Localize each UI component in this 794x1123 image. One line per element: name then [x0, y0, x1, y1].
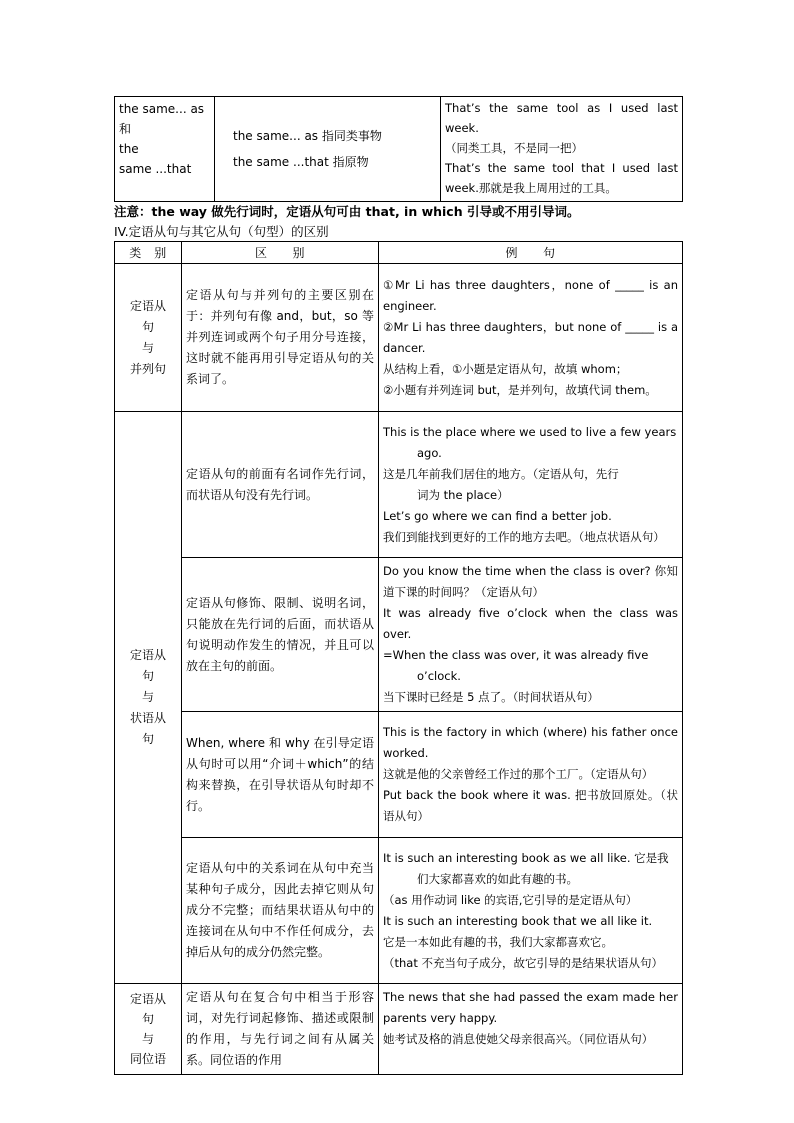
example-cell	[379, 838, 683, 984]
example-line: This is the place where we used to live a few years	[383, 424, 677, 439]
comparison-table	[114, 241, 683, 1075]
term-line: same ...that	[119, 162, 192, 176]
difference-cell: 定语从句与并列句的主要区别在于：并列句有像 and，but，so 等并列连词或两个句子用分号连接，这时就不能再用引导定语从句的关系词了。	[182, 264, 379, 412]
category-cell	[115, 412, 182, 984]
header-example: 例 句	[379, 242, 683, 264]
table-row	[115, 264, 683, 412]
example-line: This is the factory in which (where) his father once worked.	[383, 725, 678, 760]
category-line: 同位语	[129, 1052, 166, 1066]
example-line: 词为 the place）	[417, 487, 509, 502]
example-line: ②Mr Li has three daughters，but none of _____ is a dancer.	[383, 319, 678, 355]
table-row	[115, 838, 683, 984]
example-line: It is such an interesting book as we all like. 它是我	[383, 850, 669, 865]
term-line: the same... as	[119, 102, 205, 116]
example-line: Put back the book where it was. 把书放回原处。（状语从句）	[383, 788, 678, 823]
usage-line: the same ...that 指原物	[233, 155, 369, 169]
example-line: 当下课时已经是 5 点了。（时间状语从句）	[383, 690, 599, 704]
usage-line: the same... as 指同类事物	[233, 129, 382, 143]
example-cell	[379, 984, 683, 1075]
example-line: 这是几年前我们居住的地方。（定语从句，先行	[383, 466, 619, 481]
example-line: That’s the same tool that I used last week.那就是我上周用过的工具。	[445, 161, 678, 195]
example-line: 从结构上看，①小题是定语从句，故填 whom；	[383, 361, 628, 376]
example-line: 我们到能找到更好的工作的地方去吧。（地点状语从句）	[383, 529, 665, 544]
header-category: 类 别	[115, 242, 182, 264]
term-cell	[115, 97, 215, 202]
example-line: ①Mr Li has three daughters，none of _____ is an engineer.	[383, 277, 678, 313]
category-line: 与	[141, 690, 154, 704]
term-line: the	[119, 142, 139, 156]
example-line: ago.	[417, 445, 442, 460]
category-line: 句	[141, 732, 154, 746]
header-row	[115, 242, 683, 264]
example-line: It is such an interesting book that we all like it.	[383, 913, 653, 928]
category-line: 句	[141, 1012, 154, 1026]
example-line: Do you know the time when the class is over? 你知道下课的时间吗？（定语从句）	[383, 564, 678, 599]
example-line: =When the class was over, it was already five	[383, 648, 649, 662]
category-line: 句	[141, 319, 154, 334]
category-cell	[115, 264, 182, 412]
category-line: 与	[141, 340, 154, 355]
example-line: That’s the same tool as I used last week.	[445, 101, 678, 135]
difference-cell: When, where 和 why 在引导定语从句时可以用“介词＋which”的结构来替换，在引导状语从句时却不行。	[182, 712, 379, 838]
category-line: 定语从	[129, 648, 166, 662]
table-row	[115, 558, 683, 712]
example-line: 这就是他的父亲曾经工作过的那个工厂。（定语从句）	[383, 767, 654, 781]
category-line: 定语从	[129, 298, 166, 313]
example-line: It was already five o’clock when the class was over.	[383, 606, 678, 641]
category-line: 句	[141, 669, 154, 683]
category-cell	[115, 984, 182, 1075]
table-row	[115, 984, 683, 1075]
category-line: 并列句	[129, 361, 166, 376]
category-line: 定语从	[129, 992, 166, 1006]
example-line: ②小题有并列连词 but，是并列句，故填代词 them。	[383, 382, 657, 397]
term-line: 和	[119, 122, 132, 136]
note-text: 注意：the way 做先行词时，定语从句可由 that, in which 引导或不用引导词。	[114, 204, 580, 219]
example-line: The news that she had passed the exam made her parents very happy.	[383, 990, 678, 1025]
example-cell	[379, 264, 683, 412]
usage-cell	[215, 97, 441, 202]
table-row	[115, 412, 683, 558]
example-line: o’clock.	[417, 669, 461, 683]
example-line: Let’s go where we can find a better job.	[383, 508, 612, 523]
section-title: IV.定语从句与其它从句（句型）的区别	[114, 224, 329, 239]
example-line: （that 不充当句子成分，故它引导的是结果状语从句）	[383, 955, 664, 970]
example-cell	[379, 558, 683, 712]
example-line: 她考试及格的消息使她父母亲很高兴。（同位语从句）	[383, 1032, 654, 1046]
difference-cell: 定语从句在复合句中相当于形容词，对先行词起修饰、描述或限制的作用，与先行词之间有从属关系。同位语的作用	[182, 984, 379, 1075]
category-line: 状语从	[129, 711, 166, 725]
example-cell	[379, 412, 683, 558]
example-line: 们大家都喜欢的如此有趣的书。	[417, 871, 578, 886]
example-cell	[379, 712, 683, 838]
example-line: （as 用作动词 like 的宾语,它引导的是定语从句）	[383, 892, 638, 907]
difference-cell: 定语从句中的关系词在从句中充当某种句子成分，因此去掉它则从句成分不完整；而结果状语从句中的连接词在从句中不作任何成分，去掉后从句的成分仍然完整。	[182, 838, 379, 984]
example-line: 它是一本如此有趣的书，我们大家都喜欢它。	[383, 934, 613, 949]
table-row	[115, 97, 683, 202]
table-row	[115, 712, 683, 838]
category-line: 与	[141, 1032, 154, 1046]
example-line: （同类工具，不是同一把）	[445, 141, 583, 155]
header-difference: 区 别	[182, 242, 379, 264]
document-page	[114, 96, 682, 1075]
same-as-table	[114, 96, 683, 202]
example-cell	[441, 97, 683, 202]
difference-cell: 定语从句修饰、限制、说明名词，只能放在先行词的后面，而状语从句说明动作发生的情况，并且可以放在主句的前面。	[182, 558, 379, 712]
difference-cell: 定语从句的前面有名词作先行词，而状语从句没有先行词。	[182, 412, 379, 558]
